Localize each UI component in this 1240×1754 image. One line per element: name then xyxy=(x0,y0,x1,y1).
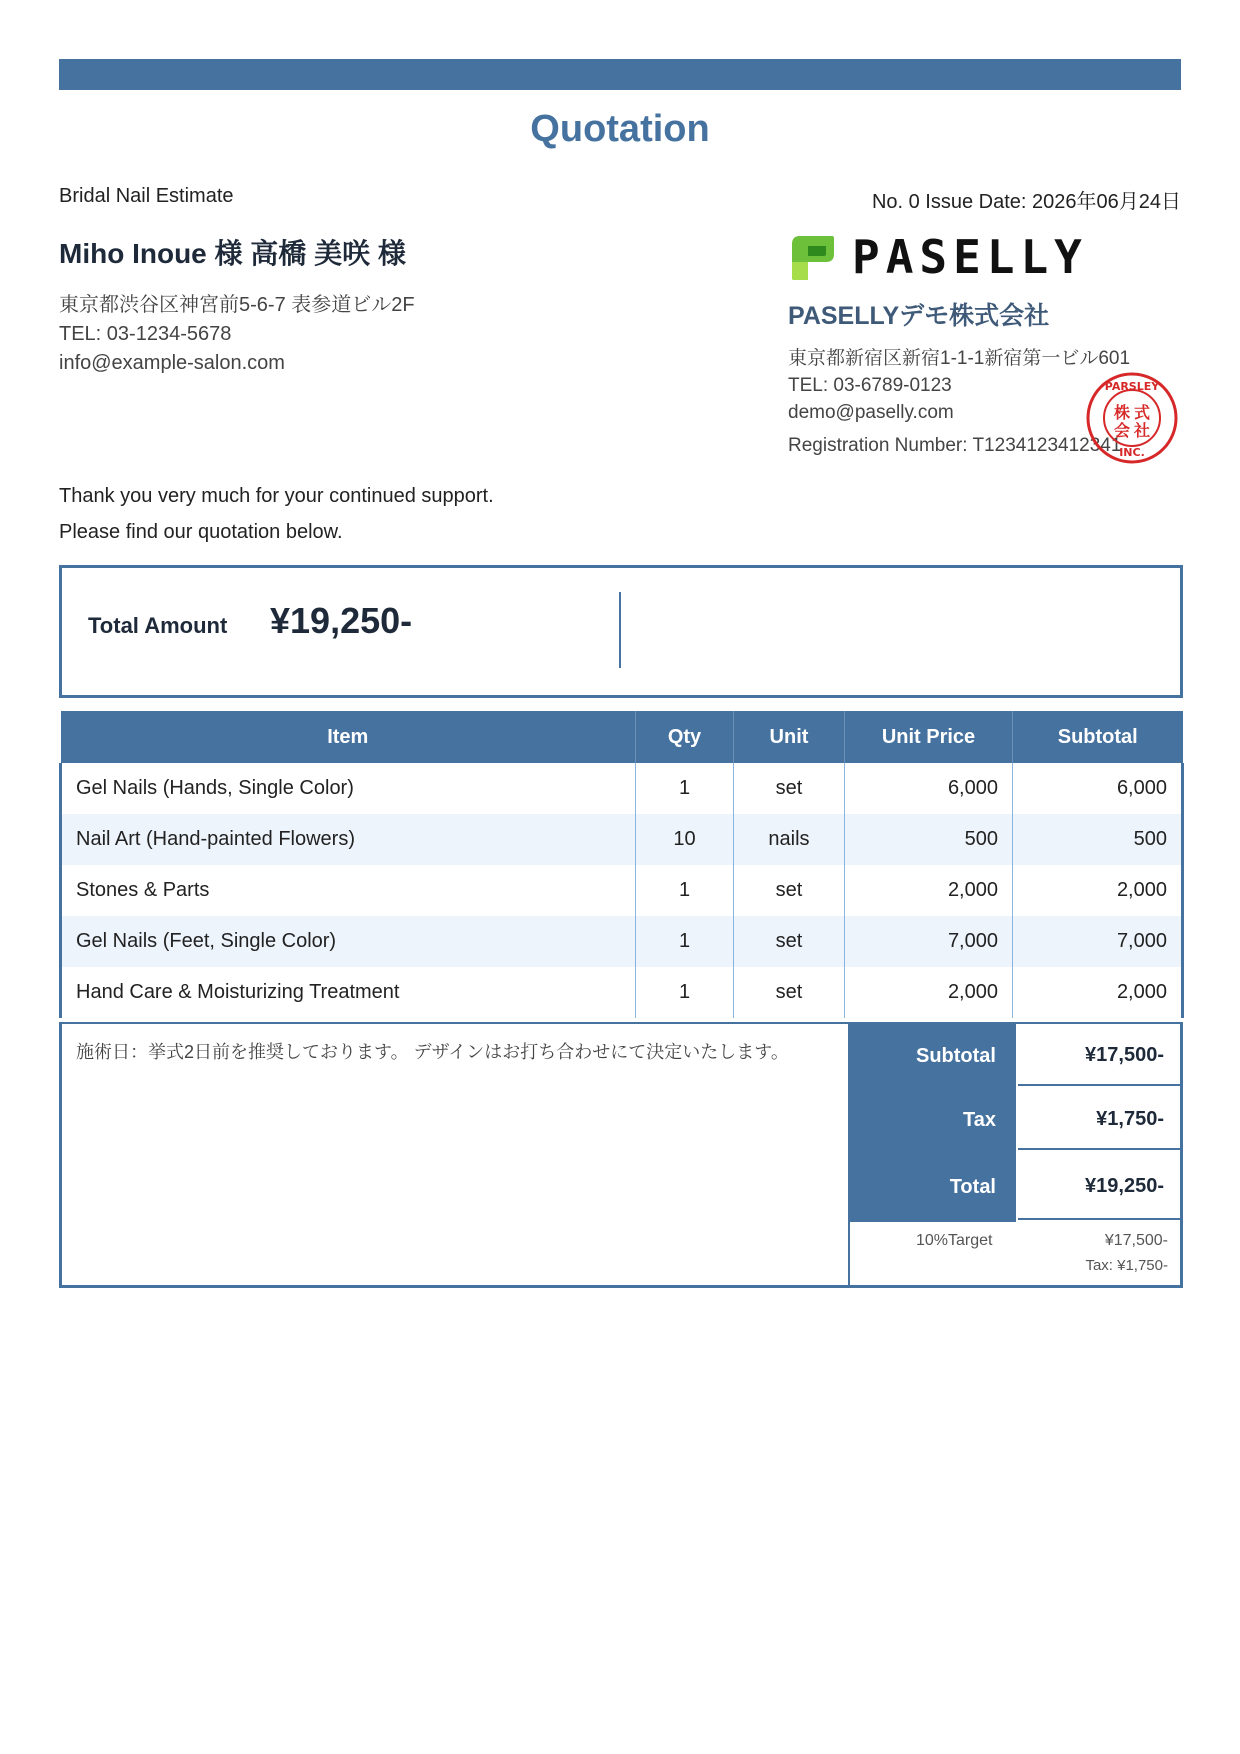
greeting xyxy=(59,478,494,550)
table-header-row xyxy=(61,711,1183,763)
summary-total-value: ¥19,250- xyxy=(1018,1152,1182,1220)
header-bar xyxy=(59,59,1181,90)
item-unit: set xyxy=(734,865,845,916)
item-unit: set xyxy=(734,967,845,1018)
table-row xyxy=(61,967,1183,1018)
issuer-address: 東京都新宿区新宿1-1-1新宿第一ビル601 xyxy=(788,348,1131,369)
company-logo xyxy=(788,230,1088,284)
company-name: PASELLYデモ株式会社 xyxy=(788,302,1050,330)
item-qty: 1 xyxy=(636,967,734,1018)
recipient-address: 東京都渋谷区神宮前5-6-7 表参道ビル2F xyxy=(59,294,415,316)
tax-breakdown xyxy=(850,1224,1182,1284)
recipient-email: info@example-salon.com xyxy=(59,352,285,374)
column-header-unit-price: Unit Price xyxy=(845,711,1013,763)
summary-panel xyxy=(848,1024,1182,1285)
issuer-email: demo@paselly.com xyxy=(788,402,954,423)
svg-text:PARSLEY: PARSLEY xyxy=(1104,380,1160,393)
item-qty: 10 xyxy=(636,814,734,865)
document-number-date: No. 0 Issue Date: 2026年06月24日 xyxy=(871,191,1181,213)
issuer-tel: TEL: 03-6789-0123 xyxy=(788,375,952,396)
issuer-info xyxy=(788,345,1130,459)
column-header-item: Item xyxy=(61,711,636,763)
item-unit: set xyxy=(734,916,845,967)
notes-text: 施術日：挙式2日前を推奨しております。 デザインはお打ち合わせにて決定いたします。 xyxy=(76,1042,789,1062)
issuer-registration: Registration Number: T1234123412341 xyxy=(788,435,1122,456)
item-name: Gel Nails (Feet, Single Color) xyxy=(61,916,636,967)
item-qty: 1 xyxy=(636,865,734,916)
column-header-subtotal: Subtotal xyxy=(1013,711,1183,763)
company-seal-icon xyxy=(1084,370,1180,466)
summary-total-label: Total xyxy=(850,1152,1016,1222)
summary-tax-label: Tax xyxy=(850,1088,1016,1152)
item-unit-price: 500 xyxy=(845,814,1013,865)
svg-text:株: 株 xyxy=(1113,403,1131,422)
item-unit: nails xyxy=(734,814,845,865)
column-header-unit: Unit xyxy=(734,711,845,763)
svg-text:式: 式 xyxy=(1133,403,1151,422)
tax-amount: Tax: ¥1,750- xyxy=(1085,1257,1168,1274)
item-unit: set xyxy=(734,763,845,814)
item-unit-price: 7,000 xyxy=(845,916,1013,967)
summary-total-row xyxy=(850,1152,1182,1216)
table-row xyxy=(61,916,1183,967)
svg-text:INC.: INC. xyxy=(1119,446,1145,459)
line-items-table xyxy=(59,711,1184,1018)
item-subtotal: 7,000 xyxy=(1013,916,1183,967)
item-name: Hand Care & Moisturizing Treatment xyxy=(61,967,636,1018)
table-row xyxy=(61,763,1183,814)
total-box-divider xyxy=(619,592,621,668)
item-qty: 1 xyxy=(636,916,734,967)
logo-wordmark: PASELLY xyxy=(852,230,1088,284)
item-subtotal: 500 xyxy=(1013,814,1183,865)
svg-text:会: 会 xyxy=(1113,421,1131,440)
summary-subtotal-row xyxy=(850,1024,1182,1088)
table-row xyxy=(61,814,1183,865)
item-unit-price: 2,000 xyxy=(845,865,1013,916)
notes-and-summary xyxy=(59,1022,1183,1288)
total-amount-box xyxy=(59,565,1183,698)
greeting-line-1: Thank you very much for your continued support. xyxy=(59,485,494,507)
item-name: Gel Nails (Hands, Single Color) xyxy=(61,763,636,814)
recipient-tel: TEL: 03-1234-5678 xyxy=(59,323,232,345)
total-amount-label: Total Amount xyxy=(88,613,228,638)
item-unit-price: 6,000 xyxy=(845,763,1013,814)
svg-text:社: 社 xyxy=(1133,421,1151,440)
item-subtotal: 2,000 xyxy=(1013,967,1183,1018)
greeting-line-2: Please find our quotation below. xyxy=(59,521,343,543)
summary-tax-row xyxy=(850,1088,1182,1152)
leaf-logo-icon xyxy=(788,232,838,282)
tax-base-amount: ¥17,500- xyxy=(1104,1232,1168,1249)
item-name: Nail Art (Hand-painted Flowers) xyxy=(61,814,636,865)
summary-subtotal-label: Subtotal xyxy=(850,1024,1016,1088)
item-subtotal: 6,000 xyxy=(1013,763,1183,814)
summary-tax-value: ¥1,750- xyxy=(1018,1088,1182,1150)
document-subject: Bridal Nail Estimate xyxy=(59,185,234,207)
document-title: Quotation xyxy=(530,108,710,150)
tax-rate-label: 10%Target xyxy=(916,1232,993,1249)
summary-subtotal-value: ¥17,500- xyxy=(1018,1024,1182,1086)
item-subtotal: 2,000 xyxy=(1013,865,1183,916)
recipient-name: Miho Inoue 様 高橋 美咲 様 xyxy=(59,238,406,269)
item-qty: 1 xyxy=(636,763,734,814)
recipient-info xyxy=(59,291,415,378)
column-header-qty: Qty xyxy=(636,711,734,763)
item-unit-price: 2,000 xyxy=(845,967,1013,1018)
item-name: Stones & Parts xyxy=(61,865,636,916)
table-row xyxy=(61,865,1183,916)
total-amount-value: ¥19,250- xyxy=(270,600,413,641)
